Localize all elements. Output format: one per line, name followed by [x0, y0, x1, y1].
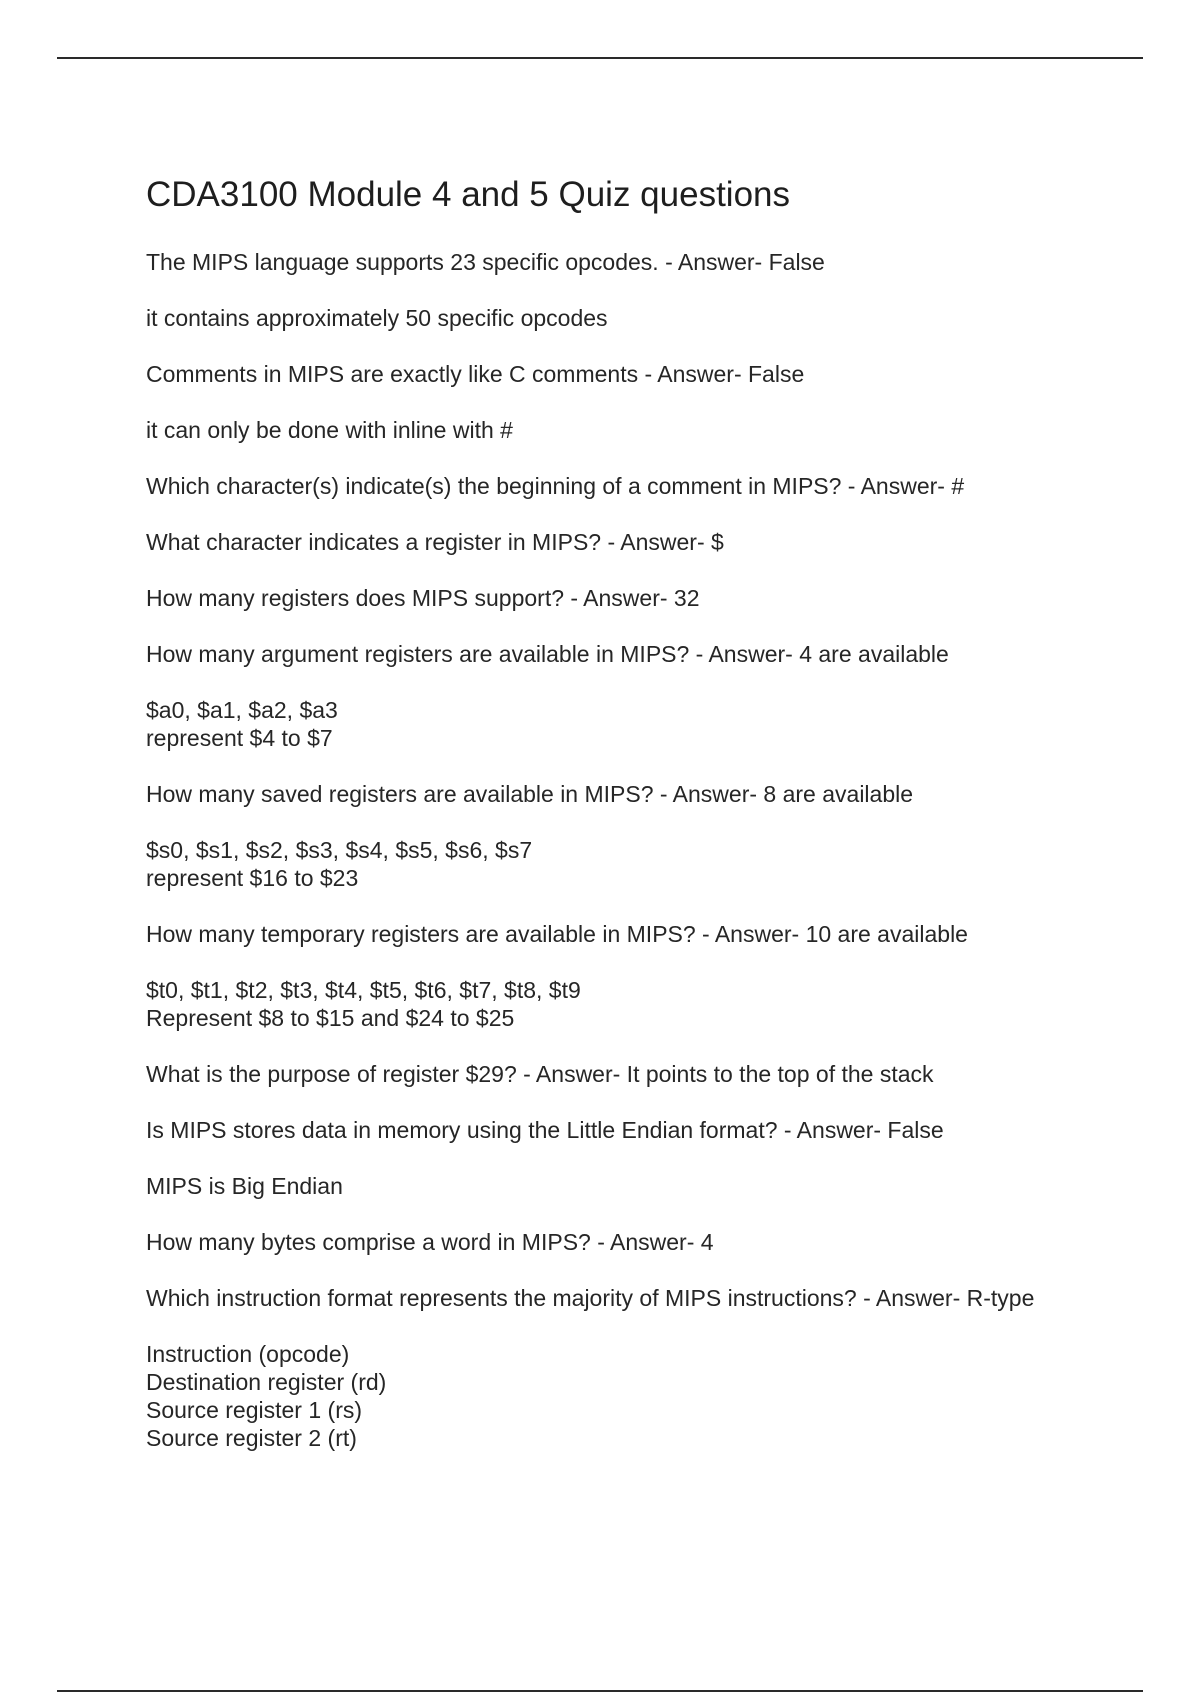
text-line: Source register 2 (rt): [146, 1425, 357, 1451]
text-line: represent $4 to $7: [146, 725, 333, 751]
qa-paragraph: [146, 472, 1146, 500]
text-line: How many bytes comprise a word in MIPS? - Answer- 4: [146, 1229, 714, 1255]
text-line: What is the purpose of register $29? - Answer- It points to the top of the stack: [146, 1061, 934, 1087]
qa-paragraph: [146, 1228, 1146, 1256]
text-line: Which instruction format represents the majority of MIPS instructions? - Answer- R-type: [146, 1285, 1035, 1311]
qa-paragraph: [146, 416, 1146, 444]
text-line: $a0, $a1, $a2, $a3: [146, 697, 338, 723]
qa-paragraph: [146, 584, 1146, 612]
text-line: What character indicates a register in MIPS? - Answer- $: [146, 529, 724, 555]
qa-paragraph: [146, 248, 1146, 276]
text-line: represent $16 to $23: [146, 865, 359, 891]
qa-paragraph: [146, 304, 1146, 332]
text-line: MIPS is Big Endian: [146, 1173, 343, 1199]
qa-paragraph: [146, 1060, 1146, 1088]
text-line: How many saved registers are available in MIPS? - Answer- 8 are available: [146, 781, 914, 807]
qa-paragraph: [146, 920, 1146, 948]
qa-paragraph: [146, 360, 1146, 388]
text-line: How many registers does MIPS support? - Answer- 32: [146, 585, 700, 611]
footer-divider: [57, 1690, 1143, 1692]
qa-paragraph: [146, 780, 1146, 808]
text-line: Instruction (opcode): [146, 1341, 350, 1367]
text-line: How many temporary registers are available in MIPS? - Answer- 10 are available: [146, 921, 968, 947]
text-line: it can only be done with inline with #: [146, 417, 513, 443]
qa-paragraph: [146, 1116, 1146, 1144]
text-line: Destination register (rd): [146, 1369, 387, 1395]
text-line: $t0, $t1, $t2, $t3, $t4, $t5, $t6, $t7, $t8, $t9: [146, 977, 581, 1003]
page-title: CDA3100 Module 4 and 5 Quiz questions: [146, 175, 791, 214]
text-line: Which character(s) indicate(s) the beginning of a comment in MIPS? - Answer- #: [146, 473, 965, 499]
text-line: How many argument registers are available in MIPS? - Answer- 4 are available: [146, 641, 949, 667]
text-line: it contains approximately 50 specific opcodes: [146, 305, 608, 331]
text-line: $s0, $s1, $s2, $s3, $s4, $s5, $s6, $s7: [146, 837, 533, 863]
qa-paragraph: [146, 528, 1146, 556]
text-line: Source register 1 (rs): [146, 1397, 363, 1423]
header-divider: [57, 57, 1143, 59]
qa-paragraph: [146, 1284, 1146, 1312]
qa-paragraph: [146, 1172, 1146, 1200]
qa-paragraph: [146, 640, 1146, 668]
qa-list: [146, 248, 1146, 1452]
qa-paragraph: [146, 836, 1146, 892]
text-line: Is MIPS stores data in memory using the Little Endian format? - Answer- False: [146, 1117, 944, 1143]
text-line: Comments in MIPS are exactly like C comments - Answer- False: [146, 361, 805, 387]
document-body: [146, 168, 1146, 1480]
qa-paragraph: [146, 976, 1146, 1032]
text-line: Represent $8 to $15 and $24 to $25: [146, 1005, 515, 1031]
qa-paragraph: [146, 1340, 1146, 1452]
qa-paragraph: [146, 696, 1146, 752]
text-line: The MIPS language supports 23 specific opcodes. - Answer- False: [146, 249, 825, 275]
